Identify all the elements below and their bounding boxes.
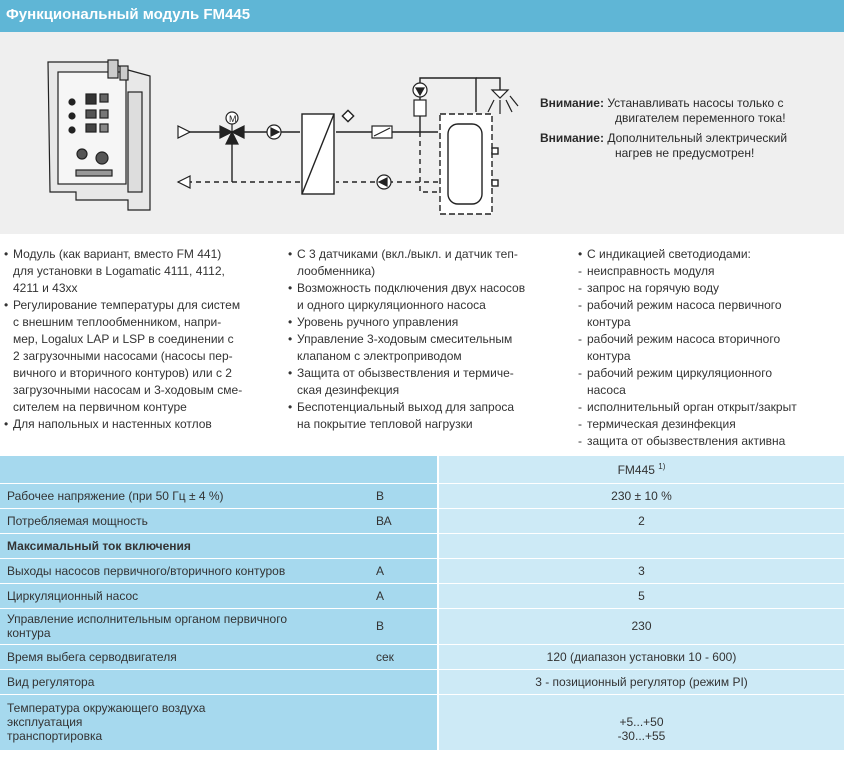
table-header-row xyxy=(0,456,844,483)
table-row xyxy=(0,694,844,750)
list-item-text xyxy=(587,263,715,280)
list-item-line: С индикацией светодиодами: xyxy=(587,247,751,261)
list-item-line: Регулирование температуры для систем xyxy=(13,298,241,312)
param-name: Выходы насосов первичного/вторичного контуров xyxy=(0,558,376,583)
list-item xyxy=(578,399,840,416)
list-item-line: Возможность подключения двух насосов xyxy=(297,281,526,295)
param-unit xyxy=(376,669,438,694)
list-item xyxy=(4,246,266,297)
bullet-marker: - xyxy=(578,417,582,431)
list-item xyxy=(578,297,840,331)
list-item-line: исполнительный орган открыт/закрыт xyxy=(587,400,797,414)
param-value xyxy=(438,533,844,558)
secondary-pump-icon xyxy=(377,175,391,189)
list-item-line: рабочий режим циркуляционного xyxy=(587,366,772,380)
list-item-line: Беспотенциальный выход для запроса xyxy=(297,400,515,414)
bullet-marker: • xyxy=(4,298,9,312)
list-item-line: Для напольных и настенных котлов xyxy=(13,417,212,431)
param-name: Время выбега серводвигателя xyxy=(0,644,376,669)
bullet-marker: • xyxy=(578,247,583,261)
list-item-line: насоса xyxy=(587,383,626,397)
feature-list-2 xyxy=(288,246,552,433)
param-unit: ВА xyxy=(376,508,438,533)
param-unit xyxy=(376,694,438,750)
param-unit xyxy=(376,533,438,558)
list-item-text xyxy=(13,246,225,297)
model-footnote: 1) xyxy=(658,461,666,471)
list-item xyxy=(288,314,552,331)
list-item-line: неисправность модуля xyxy=(587,264,715,278)
list-item xyxy=(288,399,552,433)
list-item-line: рабочий режим насоса вторичного xyxy=(587,332,781,346)
list-item-line: на покрытие тепловой нагрузки xyxy=(297,417,473,431)
list-item-line: лообменника) xyxy=(297,264,376,278)
warning-text: Дополнительный электрический xyxy=(607,131,788,145)
list-item xyxy=(578,280,840,297)
list-item-text xyxy=(587,246,751,263)
list-item-text xyxy=(13,297,242,416)
list-item-text xyxy=(587,297,782,331)
list-item xyxy=(578,433,840,450)
param-value: +5...+50 -30...+55 xyxy=(438,694,844,750)
list-item-text xyxy=(587,331,780,365)
list-item-line: Модуль (как вариант, вместо FM 441) xyxy=(13,247,222,261)
bullet-marker: • xyxy=(288,247,293,261)
list-item-line: С 3 датчиками (вкл./выкл. и датчик теп- xyxy=(297,247,518,261)
bullet-marker: - xyxy=(578,264,582,278)
bullet-marker: • xyxy=(288,315,293,329)
list-item xyxy=(4,297,266,416)
param-name: Максимальный ток включения xyxy=(0,533,376,558)
list-item-line: защита от обызвествления активна xyxy=(587,434,786,448)
mixing-valve-icon xyxy=(220,112,244,144)
list-item-line: мер, Logalux LAP и LSP в соединении с xyxy=(13,332,234,346)
table-section-row xyxy=(0,533,844,558)
list-item-line: 4211 и 43xx xyxy=(13,281,78,295)
list-item xyxy=(288,365,552,399)
check-valve-icon xyxy=(414,100,426,116)
model-label: FM445 xyxy=(617,462,655,477)
bullet-marker: • xyxy=(4,247,9,261)
table-row xyxy=(0,608,844,644)
storage-tank-icon xyxy=(440,114,498,214)
param-value: 3 xyxy=(438,558,844,583)
list-item-text xyxy=(297,399,514,433)
warning-label: Внимание: xyxy=(540,96,604,110)
list-item-line: Защита от обызвествления и термиче- xyxy=(297,366,514,380)
list-item-text xyxy=(13,416,212,433)
list-item-line: вичного и вторичного контуров) или с 2 xyxy=(13,366,232,380)
param-name: Циркуляционный насос xyxy=(0,583,376,608)
param-name: Вид регулятора xyxy=(0,669,376,694)
list-item-line: запрос на горячую воду xyxy=(587,281,720,295)
list-item-text xyxy=(587,433,785,450)
bullet-marker: - xyxy=(578,281,582,295)
list-item xyxy=(578,331,840,365)
list-item-line: для установки в Logamatic 4111, 4112, xyxy=(13,264,225,278)
list-item-text xyxy=(297,331,512,365)
list-item xyxy=(288,280,552,314)
table-row xyxy=(0,508,844,533)
warning-pumps xyxy=(540,96,830,126)
spec-table xyxy=(0,456,844,751)
list-item-text xyxy=(297,314,458,331)
module-device-image xyxy=(48,60,150,210)
list-item-line: с внешним теплообменником, напри- xyxy=(13,315,222,329)
list-item xyxy=(578,416,840,433)
list-item-line: Управление 3-ходовым смесительным xyxy=(297,332,513,346)
bullet-marker: - xyxy=(578,332,582,346)
param-unit: В xyxy=(376,608,438,644)
bullet-marker: • xyxy=(288,400,293,414)
list-item-line: и одного циркуляционного насоса xyxy=(297,298,486,312)
param-unit: А xyxy=(376,583,438,608)
table-row xyxy=(0,583,844,608)
header-bar xyxy=(0,0,844,32)
list-item-line: Уровень ручного управления xyxy=(297,315,459,329)
list-item-line: 2 загрузочными насосами (насосы пер- xyxy=(13,349,233,363)
feature-list-3 xyxy=(578,246,840,450)
bullet-marker: - xyxy=(578,366,582,380)
list-item-text xyxy=(587,416,736,433)
list-item xyxy=(4,416,266,433)
param-name: Рабочее напряжение (при 50 Гц ± 4 %) xyxy=(0,483,376,508)
list-item xyxy=(578,246,840,263)
list-item-text xyxy=(587,399,797,416)
bullet-marker: • xyxy=(288,281,293,295)
param-value: 230 ± 10 % xyxy=(438,483,844,508)
param-value: 120 (диапазон установки 10 - 600) xyxy=(438,644,844,669)
list-item-line: ская дезинфекция xyxy=(297,383,400,397)
table-row xyxy=(0,483,844,508)
list-item-line: контура xyxy=(587,315,631,329)
list-item xyxy=(288,246,552,280)
list-item-line: контура xyxy=(587,349,631,363)
table-row xyxy=(0,669,844,694)
param-value: 5 xyxy=(438,583,844,608)
list-item-line: термическая дезинфекция xyxy=(587,417,736,431)
sensor-icon xyxy=(372,126,392,138)
bullet-marker: - xyxy=(578,298,582,312)
list-item xyxy=(578,263,840,280)
warning-label: Внимание: xyxy=(540,131,604,145)
param-name: Температура окружающего воздуха эксплуатация транспортировка xyxy=(0,694,376,750)
warning-text: нагрев не предусмотрен! xyxy=(615,146,755,160)
list-item-line: рабочий режим насоса первичного xyxy=(587,298,782,312)
param-name: Потребляемая мощность xyxy=(0,508,376,533)
bullet-marker: • xyxy=(288,332,293,346)
page-title: Функциональный модуль FM445 xyxy=(6,6,251,23)
bullet-marker: - xyxy=(578,434,582,448)
warning-text: Устанавливать насосы только с xyxy=(607,96,784,110)
bullet-marker: • xyxy=(288,366,293,380)
list-item-text xyxy=(587,365,772,399)
list-item-text xyxy=(297,280,525,314)
param-value: 230 xyxy=(438,608,844,644)
feature-list-1 xyxy=(4,246,266,433)
bullet-marker: • xyxy=(4,417,9,431)
list-item-line: клапаном с электроприводом xyxy=(297,349,462,363)
svg-text:M: M xyxy=(229,114,237,124)
circulation-pump-icon xyxy=(413,83,427,97)
warning-text: двигателем переменного тока! xyxy=(615,111,786,125)
list-item-text xyxy=(297,365,514,399)
list-item-line: загрузочными насосам и 3-ходовым сме- xyxy=(13,383,243,397)
list-item-text xyxy=(587,280,719,297)
table-row xyxy=(0,558,844,583)
param-value: 2 xyxy=(438,508,844,533)
param-unit: А xyxy=(376,558,438,583)
list-item-text xyxy=(297,246,518,280)
warning-heating xyxy=(540,131,830,161)
bullet-marker: - xyxy=(578,400,582,414)
param-unit: сек xyxy=(376,644,438,669)
list-item-line: сителем на первичном контуре xyxy=(13,400,187,414)
param-unit: В xyxy=(376,483,438,508)
list-item xyxy=(288,331,552,365)
table-row xyxy=(0,644,844,669)
param-value: 3 - позиционный регулятор (режим PI) xyxy=(438,669,844,694)
shower-icon xyxy=(488,90,518,114)
primary-pump-icon xyxy=(267,125,281,139)
param-name: Управление исполнительным органом первичного контура xyxy=(0,608,376,644)
hydraulic-diagram xyxy=(0,32,540,234)
list-item xyxy=(578,365,840,399)
